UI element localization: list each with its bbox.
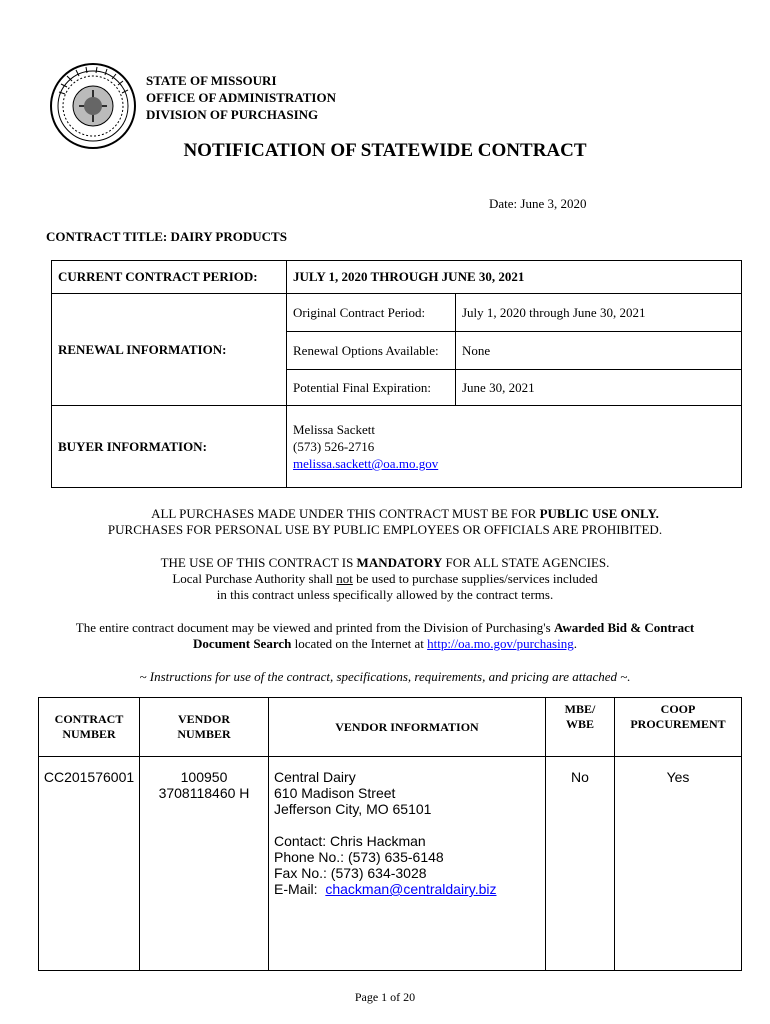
header-vendor-info: VENDOR INFORMATION <box>269 698 546 757</box>
period-value: JULY 1, 2020 THROUGH JUNE 30, 2021 <box>287 261 742 294</box>
vendor-fax: Fax No.: (573) 634-3028 <box>274 865 427 881</box>
header-vendor-number: VENDOR NUMBER <box>140 698 269 757</box>
notice-p3-a: The entire contract document may be viewed and printed from the Division of Purchasing's <box>75 620 554 635</box>
notice-p2-a: THE USE OF THIS CONTRACT IS <box>160 555 357 570</box>
notice-p3-c: Document Search <box>193 636 292 651</box>
page-number: Page 1 of 20 <box>354 990 416 1004</box>
purchasing-link[interactable]: http://oa.mo.gov/purchasing <box>427 636 574 651</box>
contract-info-table <box>51 260 742 488</box>
notice-date: Date: June 3, 2020 <box>489 196 587 211</box>
original-period-value: July 1, 2020 through June 30, 2021 <box>456 294 742 332</box>
notice-p2-g: in this contract unless specifically allowed by the contract terms. <box>216 587 554 602</box>
vendor-table <box>38 697 742 971</box>
notice-p2-c: FOR ALL STATE AGENCIES. <box>442 555 610 570</box>
final-expiration-value: June 30, 2021 <box>456 370 742 406</box>
header-mbe-wbe: MBE/ WBE <box>546 698 615 757</box>
vendor-info <box>269 757 546 971</box>
notice-p3-e: . <box>573 636 577 651</box>
vendor-phone: Phone No.: (573) 635-6148 <box>274 849 444 865</box>
original-period-label: Original Contract Period: <box>287 294 456 332</box>
vendor-contact: Contact: Chris Hackman <box>274 833 426 849</box>
header-coop: COOP PROCUREMENT <box>615 698 742 757</box>
state-seal-icon <box>49 62 137 150</box>
notice-p2-f: be used to purchase supplies/services included <box>352 571 598 586</box>
header-office: OFFICE OF ADMINISTRATION <box>146 90 336 105</box>
vendor-name: Central Dairy <box>274 769 356 785</box>
final-expiration-label: Potential Final Expiration: <box>287 370 456 406</box>
period-label: CURRENT CONTRACT PERIOD: <box>52 261 287 294</box>
page-title: NOTIFICATION OF STATEWIDE CONTRACT <box>183 140 587 161</box>
notice-p3-d: located on the Internet at <box>291 636 428 651</box>
mbe-wbe-value: No <box>546 757 615 971</box>
table-row <box>39 757 742 971</box>
contract-title: CONTRACT TITLE: DAIRY PRODUCTS <box>46 229 287 244</box>
vendor-email-link[interactable]: chackman@centraldairy.biz <box>325 881 497 897</box>
mandatory-notice <box>0 555 770 603</box>
buyer-info <box>287 406 742 488</box>
notice-p1-a: ALL PURCHASES MADE UNDER THIS CONTRACT MUST BE FOR <box>151 506 540 521</box>
renewal-options-label: Renewal Options Available: <box>287 332 456 370</box>
renewal-options-value: None <box>456 332 742 370</box>
vendor-city: Jefferson City, MO 65101 <box>274 801 432 817</box>
contract-number: CC201576001 <box>39 757 140 971</box>
vendor-street: 610 Madison Street <box>274 785 396 801</box>
vendor-table-header <box>39 698 742 757</box>
vendor-email-label: E-Mail: <box>274 881 326 897</box>
header-state: STATE OF MISSOURI <box>146 73 277 88</box>
notice-p2-e: not <box>336 571 353 586</box>
header-division: DIVISION OF PURCHASING <box>146 107 319 122</box>
notice-p2-b: MANDATORY <box>356 555 443 570</box>
buyer-name: Melissa Sackett <box>293 422 375 437</box>
public-use-notice <box>0 506 770 538</box>
vendor-number: 100950 3708118460 H <box>140 757 269 971</box>
notice-p1-b: PUBLIC USE ONLY. <box>539 506 659 521</box>
notice-p3-b: Awarded Bid & Contract <box>553 620 695 635</box>
document-search-notice <box>0 620 770 652</box>
coop-value: Yes <box>615 757 742 971</box>
header-contract-number: CONTRACT NUMBER <box>39 698 140 757</box>
buyer-phone: (573) 526-2716 <box>293 439 375 454</box>
notice-p2-d: Local Purchase Authority shall <box>172 571 337 586</box>
renewal-label: RENEWAL INFORMATION: <box>52 294 287 406</box>
agency-header <box>146 72 336 123</box>
buyer-email-link[interactable]: melissa.sackett@oa.mo.gov <box>293 456 439 471</box>
notice-p1-c: PURCHASES FOR PERSONAL USE BY PUBLIC EMPLOYEES OR OFFICIALS ARE PROHIBITED. <box>107 522 663 537</box>
instructions-notice: ~ Instructions for use of the contract, specifications, requirements, and pricing are attached ~. <box>139 669 631 684</box>
buyer-label: BUYER INFORMATION: <box>52 406 287 488</box>
